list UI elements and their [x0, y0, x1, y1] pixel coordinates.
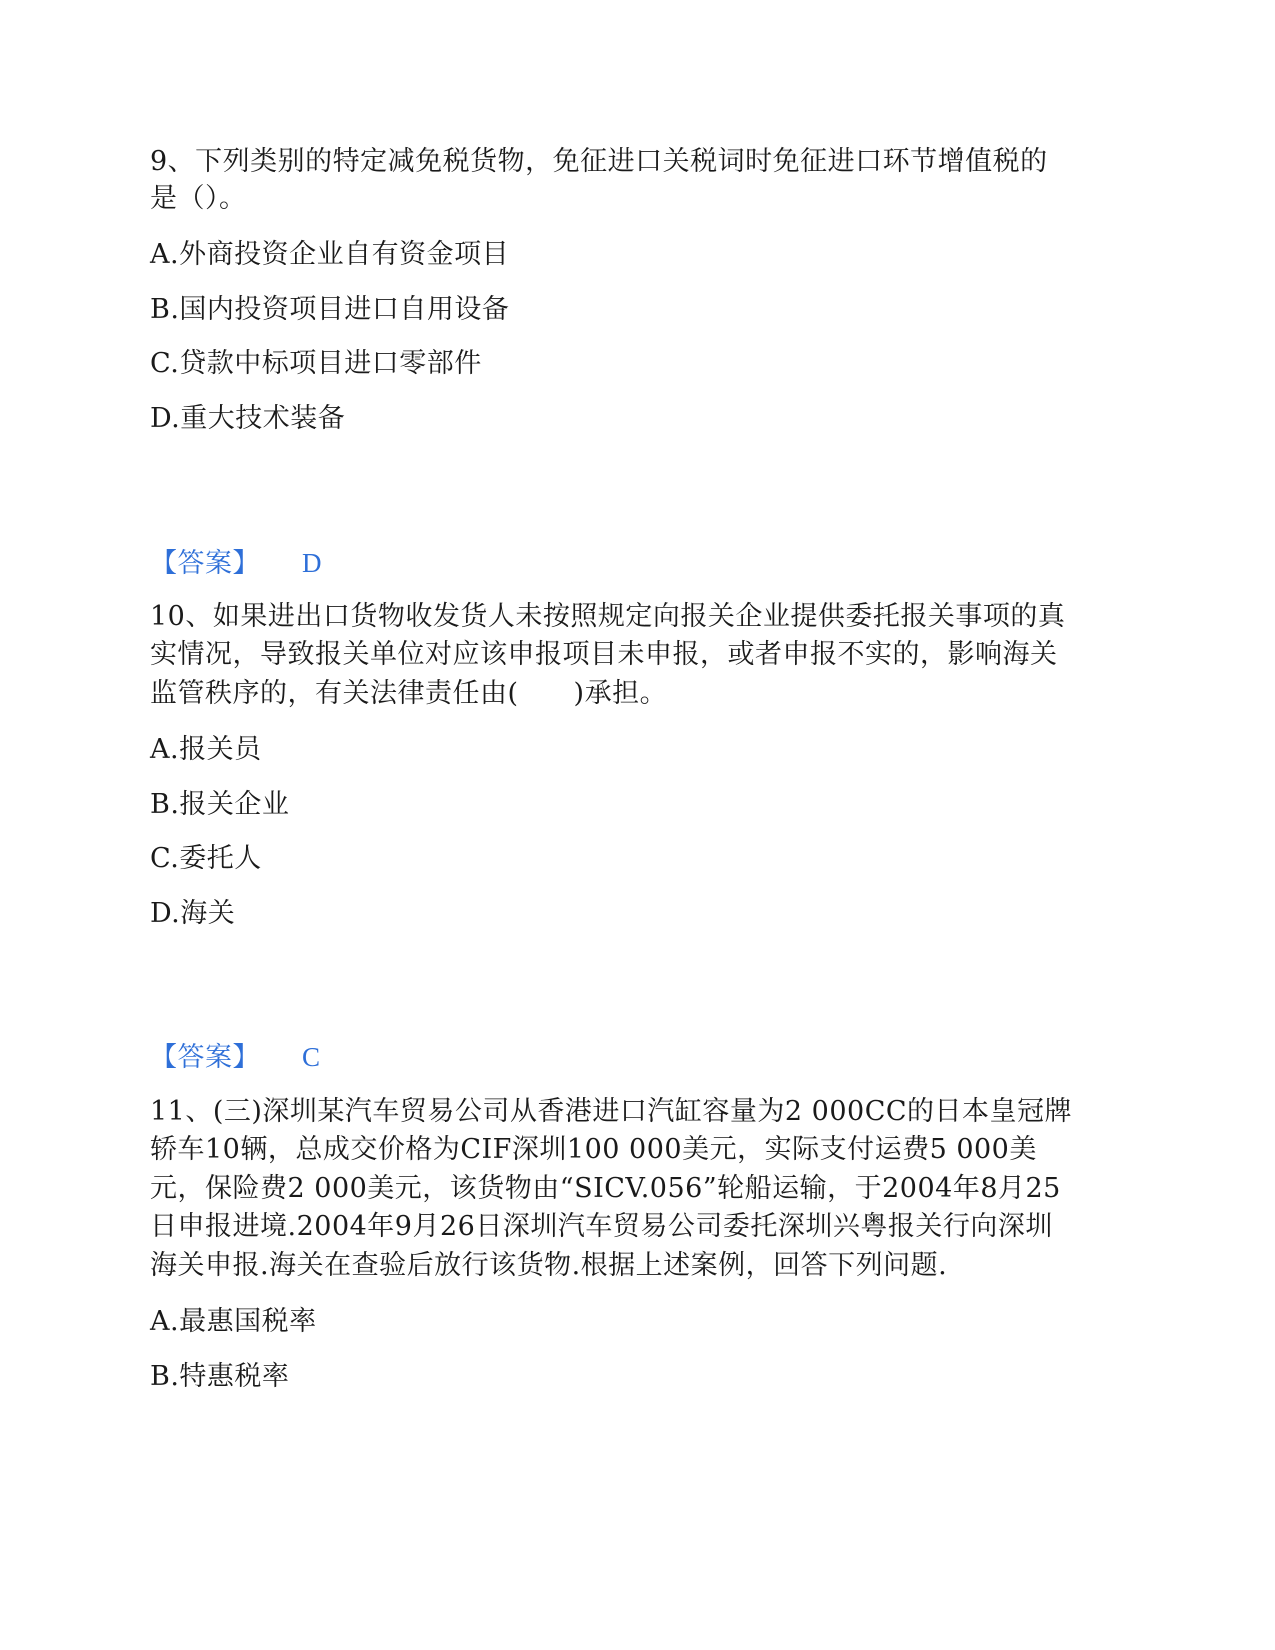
question-10-option-d: D.海关 [150, 898, 236, 929]
question-9-option-d: D.重大技术装备 [150, 403, 346, 434]
question-11-option-b: B.特惠税率 [150, 1361, 290, 1392]
answer-value: C [302, 1042, 321, 1072]
question-9-answer [150, 548, 322, 579]
question-10-answer [150, 1042, 321, 1073]
question-10-option-a: A.报关员 [150, 734, 262, 765]
question-9-line-1: 9、下列类别的特定减免税货物，免征进口关税词时免征进口环节增值税的 [150, 146, 1048, 177]
question-10-line-1: 10、如果进出口货物收发货人未按照规定向报关企业提供委托报关事项的真 [150, 601, 1066, 632]
question-9-option-b: B.国内投资项目进口自用设备 [150, 294, 510, 325]
question-9-line-2: 是（）。 [150, 183, 247, 214]
question-11-option-a: A.最惠国税率 [150, 1306, 317, 1337]
question-11-line-1: 11、(三)深圳某汽车贸易公司从香港进口汽缸容量为2 000CC的日本皇冠牌 [150, 1096, 1073, 1127]
answer-value: D [302, 548, 322, 578]
question-11-line-4: 日申报进境.2004年9月26日深圳汽车贸易公司委托深圳兴粤报关行向深圳 [150, 1211, 1053, 1242]
question-11-line-2: 轿车10辆，总成交价格为CIF深圳100 000美元，实际支付运费5 000美 [150, 1134, 1037, 1165]
question-10-line-2: 实情况，导致报关单位对应该申报项目未申报，或者申报不实的，影响海关 [150, 639, 1058, 670]
answer-label: 【答案】 [150, 548, 260, 579]
question-11-line-3: 元，保险费2 000美元，该货物由“SICV.056”轮船运输，于2004年8月25 [150, 1173, 1061, 1204]
question-9-option-a: A.外商投资企业自有资金项目 [150, 239, 510, 270]
question-10-line-3: 监管秩序的，有关法律责任由( )承担。 [150, 678, 668, 709]
question-10-option-c: C.委托人 [150, 843, 262, 874]
answer-label: 【答案】 [150, 1042, 260, 1073]
question-9-option-c: C.贷款中标项目进口零部件 [150, 348, 482, 379]
question-10-option-b: B.报关企业 [150, 789, 290, 820]
question-11-line-5: 海关申报.海关在查验后放行该货物.根据上述案例，回答下列问题. [150, 1250, 948, 1281]
